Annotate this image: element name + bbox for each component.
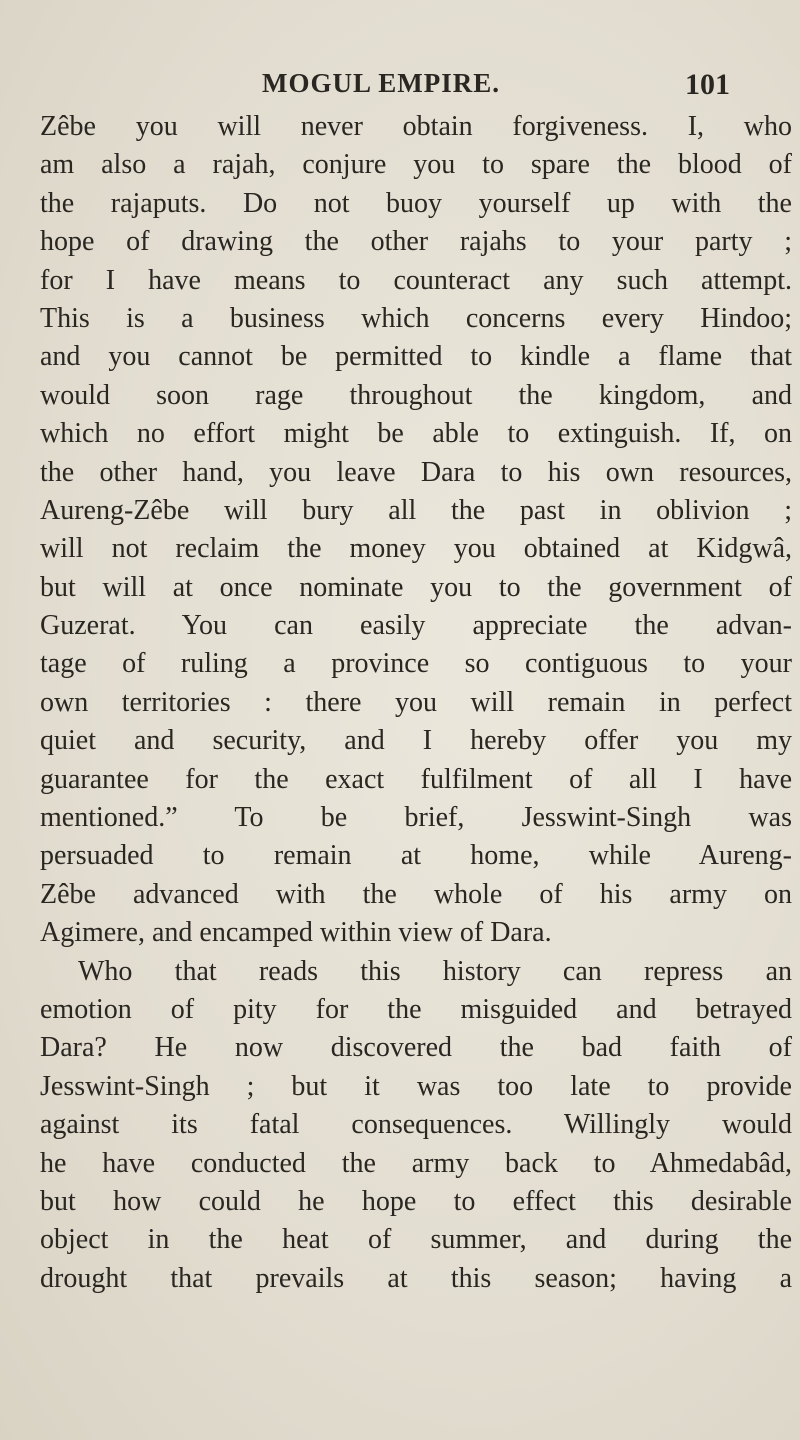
text-line: This is a business which concerns every Hindoo; xyxy=(40,302,792,334)
text-line: hope of drawing the other rajahs to your party ; xyxy=(40,226,792,258)
text-line: persuaded to remain at home, while Aureng- xyxy=(40,840,792,872)
body-text xyxy=(40,108,792,1298)
text-line: emotion of pity for the misguided and betrayed xyxy=(40,993,792,1025)
text-line: guarantee for the exact fulfilment of all I have xyxy=(40,763,792,795)
text-line: Zêbe you will never obtain forgiveness. I, who xyxy=(40,111,792,142)
text-line: Who that reads this history can repress an xyxy=(78,955,792,987)
text-line: but will at once nominate you to the government of xyxy=(40,571,792,603)
text-line: mentioned.” To be brief, Jesswint-Singh was xyxy=(40,802,792,834)
page-number: 101 xyxy=(685,68,730,101)
text-line: own territories : there you will remain in perfect xyxy=(40,686,792,718)
page-header xyxy=(0,68,800,108)
text-line: the other hand, you leave Dara to his own resources, xyxy=(40,456,792,488)
text-line: Aureng-Zêbe will bury all the past in oblivion ; xyxy=(40,494,792,526)
text-line: which no effort might be able to extinguish. If, on xyxy=(40,418,792,450)
text-line: quiet and security, and I hereby offer you my xyxy=(40,725,792,757)
text-line: am also a rajah, conjure you to spare the blood of xyxy=(40,149,792,181)
text-line: he have conducted the army back to Ahmedabâd, xyxy=(40,1147,792,1179)
text-line: and you cannot be permitted to kindle a flame that xyxy=(40,341,792,373)
text-line: Jesswint-Singh ; but it was too late to provide xyxy=(40,1070,792,1102)
text-line: the rajaputs. Do not buoy yourself up with the xyxy=(40,187,792,219)
text-line: will not reclaim the money you obtained at Kidgwâ, xyxy=(40,533,792,565)
text-line: drought that prevails at this season; having a xyxy=(40,1262,792,1294)
text-line: tage of ruling a province so contiguous to your xyxy=(40,648,792,680)
text-line: Dara? He now discovered the bad faith of xyxy=(40,1032,792,1064)
text-line: but how could he hope to effect this desirable xyxy=(40,1185,792,1217)
text-line: against its fatal consequences. Willingly would xyxy=(40,1109,792,1141)
text-line: object in the heat of summer, and during the xyxy=(40,1224,792,1256)
text-line: Agimere, and encamped within view of Dara. xyxy=(40,917,552,949)
text-line: would soon rage throughout the kingdom, and xyxy=(40,379,792,411)
running-head: MOGUL EMPIRE. xyxy=(262,68,501,98)
text-line: Guzerat. You can easily appreciate the advan- xyxy=(40,610,792,642)
text-line: for I have means to counteract any such attempt. xyxy=(40,264,792,296)
text-line: Zêbe advanced with the whole of his army on xyxy=(40,878,792,910)
